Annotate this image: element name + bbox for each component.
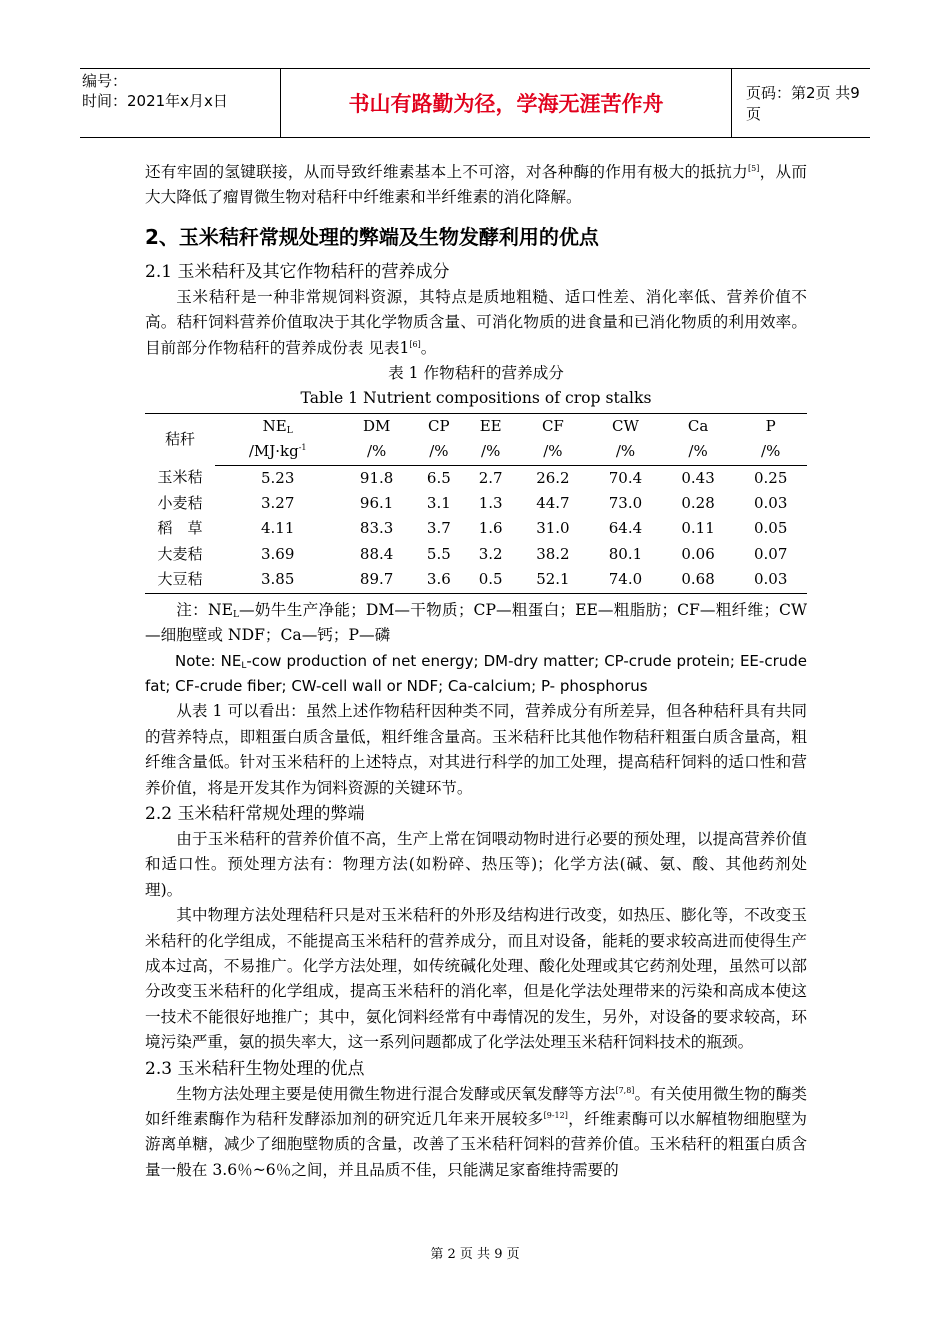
- table-cell: 4.11: [260, 519, 295, 538]
- unit-cp: /%: [413, 439, 465, 465]
- table-cell: 38.2: [536, 544, 570, 563]
- nutrient-table: [145, 413, 807, 594]
- table-cell: 1.6: [478, 519, 503, 538]
- unit-dm: /%: [340, 439, 413, 465]
- table-cell: 26.2: [536, 468, 570, 487]
- table-cell: 0.5: [465, 567, 517, 593]
- table-cell: 74.0: [589, 567, 662, 593]
- header-cf: CF: [517, 413, 590, 439]
- table-cell: 70.4: [608, 468, 643, 487]
- section-2-3-paragraph: 生物方法处理主要是使用微生物进行混合发酵或厌氧发酵等方法[7,8]。有关使用微生物的酶类如纤维素酶作为秸秆发酵添加剂的研究近几年来开展较多[9-12]，纤维素酶可以水解植物细胞壁为游离单糖，减少了细胞壁物质的含量，改善了玉米秸秆饲料的营养价值。玉米秸秆的粗蛋白质含量一般在 3.6％~6％之间，并且品质不佳，只能满足家畜维持需要的: [145, 1084, 807, 1179]
- table-caption-cn: 表 1 作物秸秆的营养成分: [388, 364, 564, 383]
- intro-paragraph: 还有牢固的氢键联接，从而导致纤维素基本上不可溶，对各种酶的作用有极大的抵抗力[5]，从而大大降低了瘤胃微生物对秸秆中纤维素和半纤维素的消化降解。: [145, 163, 807, 207]
- citation-9-12: [9-12]: [543, 1111, 568, 1120]
- table-header-row: [145, 413, 807, 439]
- table-row: [145, 567, 807, 593]
- unit-cf: /%: [517, 439, 590, 465]
- row-label: 小麦秸: [157, 494, 203, 513]
- table-cell: 0.68: [662, 567, 735, 593]
- table-cell: 0.11: [681, 519, 715, 538]
- header-cw: CW: [589, 413, 662, 439]
- table-summary-paragraph: 从表 1 可以看出：虽然上述作物秸秆因种类不同，营养成分有所差异，但各种秸秆具有共同的营养特点，即粗蛋白质含量低，粗纤维含量高。玉米秸秆比其他作物秸秆粗蛋白质含量高，粗纤维含量低。针对玉米秸秆的上述特点，对其进行科学的加工处理，提高秸秆饲料的适口性和营养价值，将是开发其作为饲料资源的关键环节。: [145, 702, 807, 797]
- doc-number: 编号：: [82, 72, 128, 90]
- table-cell: 3.1: [426, 494, 451, 513]
- table-cell: 0.06: [681, 544, 715, 563]
- header-p: P: [734, 413, 807, 439]
- table-cell: 0.07: [753, 544, 788, 563]
- section-2-1-paragraph: 玉米秸秆是一种非常规饲料资源，其特点是质地粗糙、适口性差、消化率低、营养价值不高。秸秆饲料营养价值取决于其化学物质含量、可消化物质的进食量和已消化物质的利用效率。目前部分作物秸秆的营养成份表 见表1[6]。: [145, 287, 807, 357]
- citation-7-8: [7,8]: [615, 1085, 635, 1095]
- table-cell: 0.43: [681, 468, 715, 487]
- unit-cw: /%: [589, 439, 662, 465]
- header-ee: EE: [465, 413, 517, 439]
- table-row: [145, 465, 807, 491]
- header-stalk: 秸秆: [145, 413, 215, 465]
- header-page-number: 页码：第2页 共9页: [746, 84, 860, 123]
- table-caption-en: Table 1 Nutrient compositions of crop stalks: [300, 389, 652, 408]
- table-cell: 3.6: [413, 567, 465, 593]
- section-2-2-paragraph-1: 由于玉米秸秆的营养价值不高，生产上常在饲喂动物时进行必要的预处理，以提高营养价值和适口性。预处理方法有：物理方法(如粉碎、热压等)；化学方法(碱、氨、酸、其他药剂处理)。: [145, 829, 807, 899]
- table-cell: 88.4: [359, 544, 394, 563]
- table-note-cn: 注：$NE_L—$奶牛生产净能；DM—干物质；CP—粗蛋白；EE—粗脂肪；CF—粗纤维；CW—细胞壁或 NDF；Ca—钙；P—磷: [145, 600, 807, 645]
- table-cell: 5.23: [260, 468, 295, 487]
- header-ca: Ca: [662, 413, 735, 439]
- section-2-2-paragraph-2: 其中物理方法处理秸秆只是对玉米秸秆的外形及结构进行改变，如热压、膨化等，不改变玉米秸秆的化学组成，不能提高玉米秸秆的营养成分，而且对设备，能耗的要求较高进而使得生产成本过高，不易推广。化学方法处理，如传统碱化处理、酸化处理或其它药剂处理，虽然可以部分改变玉米秸秆的化学组成，提高玉米秸秆的消化率，但是化学法处理带来的污染和高成本使这一技术不能很好地推广；其中，氨化饲料经常有中毒情况的发生，另外，对设备的要求较高，环境污染严重，氨的损失率大，这一系列问题都成了化学法处理玉米秸秆饲料技术的瓶颈。: [145, 906, 807, 1052]
- table-cell: 3.69: [260, 544, 295, 563]
- table-cell: 5.5: [426, 544, 451, 563]
- section-2-1-heading: 2.1 玉米秸秆及其它作物秸秆的营养成分: [145, 261, 450, 282]
- table-cell: 3.85: [215, 567, 340, 593]
- table-cell: 3.27: [260, 494, 295, 513]
- unit-p: /%: [734, 439, 807, 465]
- table-note-en: Note: $NE_L$-cow production of net energy; DM-dry matter; CP-crude protein; EE-crude fat; CF-crude fiber; CW-cell wall or NDF; Ca-calcium; P- phosphorus: [145, 651, 807, 695]
- table-cell: 64.4: [608, 519, 643, 538]
- table-cell: 1.3: [478, 494, 503, 513]
- header-cp: CP: [413, 413, 465, 439]
- citation-6: [6]: [409, 339, 421, 349]
- table-cell: 31.0: [536, 519, 570, 538]
- page-footer: 第 2 页 共 9 页: [430, 1247, 520, 1262]
- section-2-2-heading: 2.2 玉米秸秆常规处理的弊端: [145, 803, 365, 824]
- row-label: 大豆秸: [145, 567, 215, 593]
- table-cell: 83.3: [359, 519, 394, 538]
- table-cell: 44.7: [536, 494, 570, 513]
- unit-nel: $/MJ\cdot kg^{-1}$: [215, 439, 340, 465]
- table-cell: 91.8: [359, 468, 394, 487]
- table-cell: 0.03: [734, 567, 807, 593]
- unit-ca: /%: [662, 439, 735, 465]
- table-row: [145, 491, 807, 516]
- header-info: [80, 69, 282, 139]
- unit-ee: /%: [465, 439, 517, 465]
- row-label: 玉米秸: [157, 468, 203, 487]
- row-label: 稻 草: [157, 519, 203, 538]
- doc-time: 时间：2021年x月x日: [82, 92, 228, 110]
- table-cell: 3.7: [426, 519, 451, 538]
- table-cell: 3.2: [478, 544, 503, 563]
- header-motto: 书山有路勤为径，学海无涯苦作舟: [280, 69, 732, 137]
- table-row: [145, 542, 807, 567]
- table-row: [145, 516, 807, 541]
- header-nel: $NE_L$: [215, 413, 340, 439]
- header-dm: DM: [340, 413, 413, 439]
- table-cell: 2.7: [478, 468, 503, 487]
- table-unit-row: [145, 439, 807, 465]
- table-cell: 6.5: [426, 468, 451, 487]
- page-header: [80, 68, 870, 138]
- table-cell: 0.25: [753, 468, 788, 487]
- table-cell: 89.7: [340, 567, 413, 593]
- table-cell: 52.1: [517, 567, 590, 593]
- table-cell: 0.03: [753, 494, 788, 513]
- row-label: 大麦秸: [157, 544, 203, 563]
- table-cell: 96.1: [359, 494, 394, 513]
- table-cell: 0.05: [753, 519, 788, 538]
- table-cell: 73.0: [608, 494, 643, 513]
- citation-5: [5]: [748, 164, 760, 173]
- table-cell: 80.1: [608, 544, 643, 563]
- section-2-3-heading: 2.3 玉米秸秆生物处理的优点: [145, 1058, 365, 1079]
- table-cell: 0.28: [681, 494, 715, 513]
- document-body: [145, 160, 807, 1183]
- section-2-heading: 2、玉米秸秆常规处理的弊端及生物发酵利用的优点: [145, 224, 599, 249]
